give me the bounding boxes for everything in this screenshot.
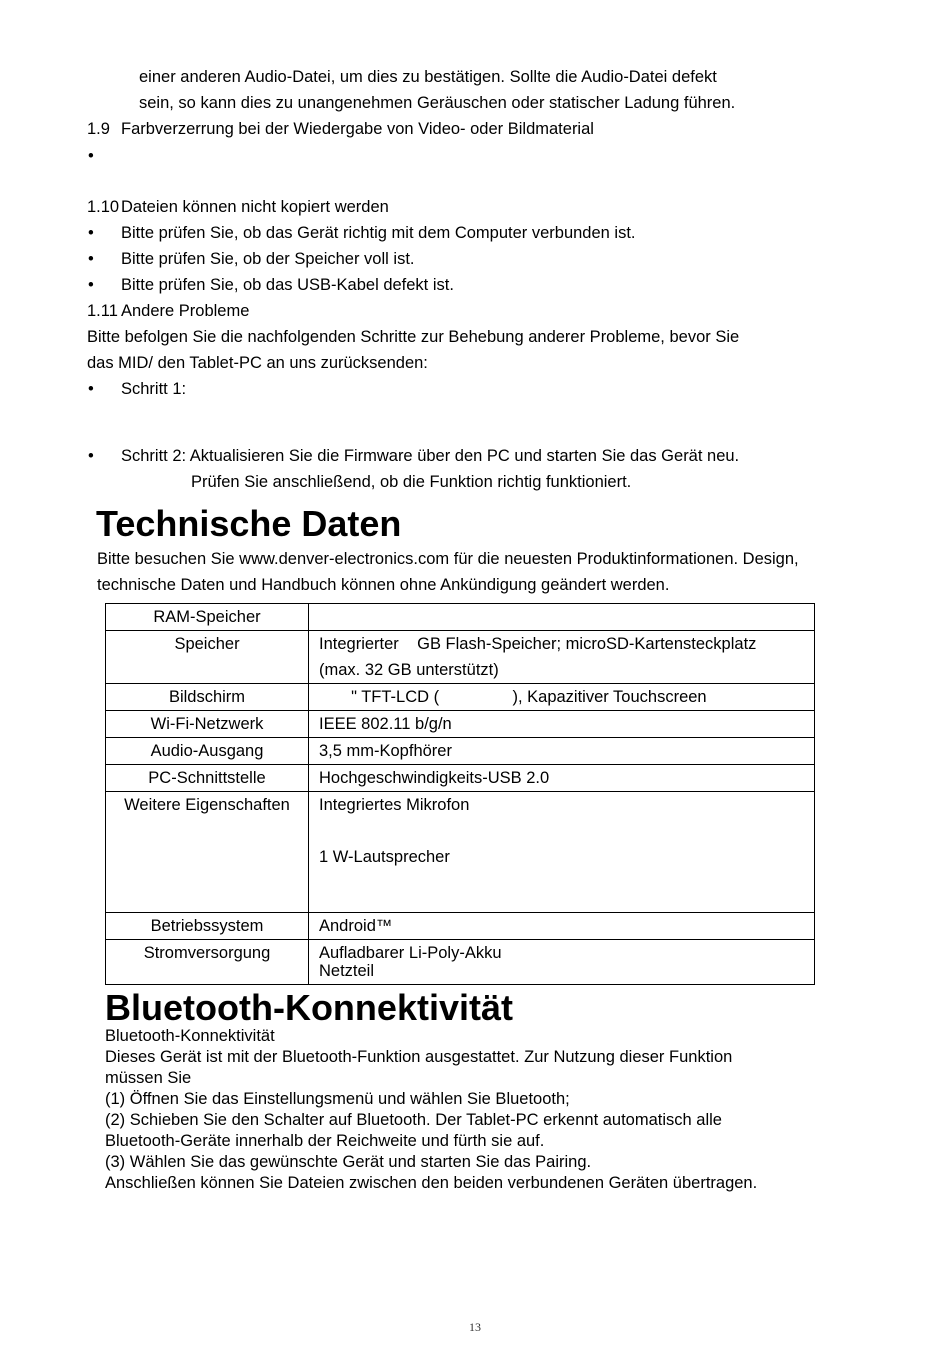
table-row — [106, 913, 815, 940]
table-row — [106, 792, 815, 913]
paragraph-line: Bitte besuchen Sie www.denver-electronics.com für die neuesten Produktinformationen. Design, — [97, 550, 799, 568]
spec-key: Betriebssystem — [106, 913, 309, 940]
section-heading: Technische Daten — [96, 503, 402, 544]
paragraph-line: das MID/ den Tablet-PC an uns zurücksenden: — [87, 354, 428, 372]
section-number: 1.10 — [87, 198, 120, 216]
paragraph-line: technische Daten und Handbuch können ohne Ankündigung geändert werden. — [97, 576, 670, 594]
spec-value: " TFT-LCD ( ), Kapazitiver Touchscreen — [309, 684, 815, 711]
page-number: 13 — [469, 1320, 481, 1334]
spec-key: RAM-Speicher — [106, 604, 309, 631]
spec-table — [105, 603, 815, 985]
list-item-continuation: Prüfen Sie anschließend, ob die Funktion richtig funktioniert. — [191, 473, 632, 491]
paragraph-line: Bitte befolgen Sie die nachfolgenden Schritte zur Behebung anderer Probleme, bevor Sie — [87, 328, 740, 346]
spec-value — [309, 604, 815, 631]
table-row — [106, 631, 815, 684]
table-row — [106, 604, 815, 631]
section-title: Andere Probleme — [121, 302, 250, 320]
spec-value: Integrierter GB Flash-Speicher; microSD-Kartensteckplatz (max. 32 GB unterstützt) — [309, 631, 815, 684]
spec-key: Audio-Ausgang — [106, 738, 309, 765]
list-item: Bitte prüfen Sie, ob der Speicher voll ist. — [121, 250, 415, 268]
table-row — [106, 711, 815, 738]
section-title: Farbverzerrung bei der Wiedergabe von Video- oder Bildmaterial — [121, 120, 594, 138]
section-number: 1.11 — [87, 302, 118, 320]
table-row — [106, 684, 815, 711]
list-item: Schritt 1: — [121, 380, 187, 398]
table-row — [106, 738, 815, 765]
section-title: Dateien können nicht kopiert werden — [121, 198, 389, 216]
bullet: • — [88, 447, 94, 465]
text-line: einer anderen Audio-Datei, um dies zu bestätigen. Sollte die Audio-Datei defekt — [139, 68, 717, 86]
list-item: Bitte prüfen Sie, ob das USB-Kabel defekt ist. — [121, 276, 454, 294]
paragraph-line: Bluetooth-Konnektivität — [105, 1027, 275, 1045]
spec-value: Android™ — [309, 913, 815, 940]
paragraph-line: (3) Wählen Sie das gewünschte Gerät und starten Sie das Pairing. — [105, 1153, 592, 1171]
bullet: • — [88, 276, 94, 294]
spec-key: Bildschirm — [106, 684, 309, 711]
text-line: sein, so kann dies zu unangenehmen Geräuschen oder statischer Ladung führen. — [139, 94, 736, 112]
spec-key: Weitere Eigenschaften — [106, 792, 309, 913]
spec-key: PC-Schnittstelle — [106, 765, 309, 792]
spec-value: IEEE 802.11 b/g/n — [309, 711, 815, 738]
paragraph-line: (2) Schieben Sie den Schalter auf Bluetooth. Der Tablet-PC erkennt automatisch alle — [105, 1111, 722, 1129]
spec-key: Speicher — [106, 631, 309, 684]
bullet: • — [88, 224, 94, 242]
bullet: • — [88, 250, 94, 268]
list-item: Bitte prüfen Sie, ob das Gerät richtig mit dem Computer verbunden ist. — [121, 224, 636, 242]
paragraph-line: müssen Sie — [105, 1069, 192, 1087]
spec-value: Hochgeschwindigkeits-USB 2.0 — [309, 765, 815, 792]
spec-value: Aufladbarer Li-Poly-Akku Netzteil — [309, 940, 815, 985]
section-heading: Bluetooth-Konnektivität — [105, 987, 513, 1028]
table-row — [106, 765, 815, 792]
spec-value: 3,5 mm-Kopfhörer — [309, 738, 815, 765]
paragraph-line: (1) Öffnen Sie das Einstellungsmenü und wählen Sie Bluetooth; — [105, 1090, 570, 1108]
bullet: • — [88, 380, 94, 398]
section-number: 1.9 — [87, 120, 110, 138]
paragraph-line: Dieses Gerät ist mit der Bluetooth-Funktion ausgestattet. Zur Nutzung dieser Funktion — [105, 1048, 733, 1066]
list-item: Schritt 2: Aktualisieren Sie die Firmware über den PC und starten Sie das Gerät neu. — [121, 447, 740, 465]
paragraph-line: Anschließen können Sie Dateien zwischen den beiden verbundenen Geräten übertragen. — [105, 1174, 758, 1192]
spec-key: Stromversorgung — [106, 940, 309, 985]
bullet: • — [88, 147, 94, 165]
spec-key: Wi-Fi-Netzwerk — [106, 711, 309, 738]
paragraph-line: Bluetooth-Geräte innerhalb der Reichweite und fürth sie auf. — [105, 1132, 545, 1150]
table-row — [106, 940, 815, 985]
spec-value: Integriertes Mikrofon 1 W-Lautsprecher — [309, 792, 815, 913]
